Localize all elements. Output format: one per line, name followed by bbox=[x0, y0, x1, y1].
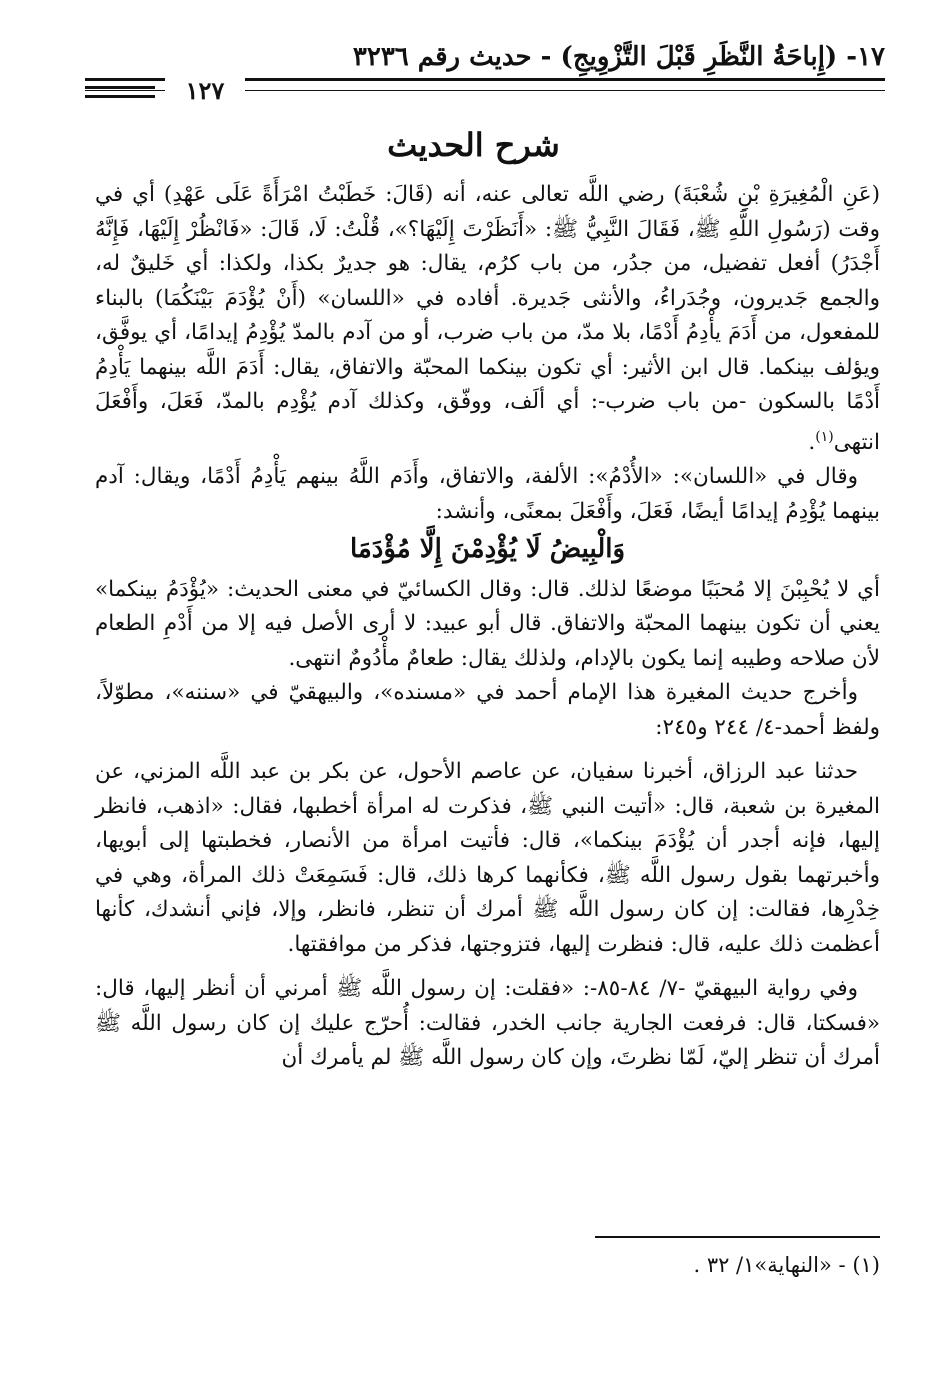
footnote-separator bbox=[595, 1236, 880, 1238]
page-number: ١٢٧ bbox=[165, 78, 245, 104]
paragraph-gap bbox=[95, 962, 880, 972]
paragraph-ahmad-narration: حدثنا عبد الرزاق، أخبرنا سفيان، عن عاصم الأحول، عن بكر بن عبد اللَّه المزني، عن المغيرة بن شعبة، قال: «أتيت النبي ﷺ، فذكرت له امرأة أخطبها، فقال: «اذهب، فانظر إليها، فإنه أجدر أن يُؤْدَمَ بينكما»، قال: فأتيت امرأة من الأنصار، فخطبتها إلى أبويها، وأخبرتهما بقول رسول اللَّه ﷺ، فكأنهما كرها ذلك، قال: فَسَمِعَتْ ذلك المرأة، وهي في خِدْرِها، فقالت: إن كان رسول اللَّه ﷺ أمرك أن تنظر، فانظر، وإلا، فإني أنشدك، كأنها أعظمت ذلك عليه، قال: فنظرت إليها، فتزوجتها، فذكر من موافقتها. bbox=[95, 759, 880, 957]
commentary-body bbox=[95, 178, 880, 1076]
paragraph-lisan: وقال في «اللسان»: «الأُدْمُ»: الألفة، والاتفاق، وأَدَم اللَّهُ بينهم يَأْدِمُ أَدْمًا، ويقال: آدم بينهما يُؤْدِمُ إيدامًا أيضًا، فَعَلَ، وأَفْعَلَ بمعنًى، وأنشد: bbox=[95, 464, 880, 524]
footnote-marker: (١) bbox=[815, 428, 834, 445]
paragraph-end: . bbox=[808, 429, 816, 455]
running-title: ١٧- (إِباحَةُ النَّظَرِ قَبْلَ التَّزْوِيجِ) - حديث رقم ٣٢٣٦ bbox=[352, 42, 885, 72]
section-heading: شرح الحديث bbox=[387, 126, 560, 164]
page-number-rule-bottom bbox=[85, 95, 155, 98]
page-header bbox=[85, 38, 885, 108]
poetry-verse: وَالْبِيضُ لَا يُؤْدِمْنَ إِلَّا مُؤْدَمَا bbox=[349, 534, 626, 565]
page-number-rule-top bbox=[85, 86, 155, 89]
footnote: (١) - «النهاية»١/ ٣٢ . bbox=[693, 1253, 880, 1277]
paragraph-gap bbox=[95, 745, 880, 755]
paragraph-takhrij: وأخرج حديث المغيرة هذا الإمام أحمد في «مسنده»، والبيهقيّ في «سننه»، مطوّلاً، ولفظ أحمد-٤/ ٢٤٤ و٢٤٥: bbox=[95, 680, 880, 740]
paragraph-bayhaqi-narration: وفي رواية البيهقيّ -٧/ ٨٤-٨٥-: «فقلت: إن رسول اللَّه ﷺ أمرني أن أنظر إليها، قال: «فسكتا، قال: فرفعت الجارية جانب الخدر، فقالت: أُحرّج عليك إن كان رسول اللَّه ﷺ أمرك أن تنظر إليّ، لَمّا نظرتَ، وإن كان رسول اللَّه ﷺ لم يأمرك أن bbox=[95, 976, 880, 1071]
paragraph-kisai: أي لا يُحْبِبْنَ إلا مُحبَبًا موضعًا لذلك. قال: وقال الكسائيّ في معنى الحديث: «يُؤْدَمُ بينكما» يعني أن تكون بينهما المحبّة والاتفاق. قال أبو عبيد: لا أرى الأصل فيه إلا من أَدْمِ الطعام لأن صلاحه وطيبه إنما يكون بالإدام، ولذلك يقال: طعامٌ مأْدُومٌ انتهى. bbox=[95, 576, 880, 671]
paragraph-hadith-explanation bbox=[95, 178, 880, 460]
paragraph-text: (عَنِ الْمُغِيرَةِ بْنِ شُعْبَةَ) رضي اللَّه تعالى عنه، أنه (قَالَ: خَطَبْتُ امْرَأَةً عَلَى عَهْدِ) أي في وقت (رَسُولِ اللَّهِ ﷺ، فَقَالَ النَّبِيُّ ﷺ: «أَنَظَرْتَ إِلَيْهَا؟»، قُلْتُ: لَا، قَالَ: «فَانْظُرْ إِلَيْهَا، فَإِنَّهُ أَجْدَرُ) أفعل تفضيل، من جدُر، من باب كرُم، يقال: هو جديرٌ بكذا، ولكذا: أي خَليقٌ له، والجمع جَديرون، وجُدَراءُ، والأنثى جَديرة. أفاده في «اللسان» (أَنْ يُؤْدَمَ بَيْنَكُمَا) بالبناء للمفعول، من أَدَمَ يأْدِمُ أَدْمًا، بلا مدّ، من باب ضرب، أو من آدم بالمدّ يُؤْدِمُ إيدامًا، أي يوفَّق، ويؤلف بينكما. قال ابن الأثير: أي تكون بينكما المحبّة والاتفاق، يقال: أَدَمَ اللَّه بينهما يَأْدِمُ أَدْمًا بالسكون -من باب ضرب-: أي ألَف، ووفّق، وكذلك آدم يُؤْدِم بالمدّ، فَعَلَ، وأَفْعَلَ انتهى bbox=[95, 182, 880, 455]
